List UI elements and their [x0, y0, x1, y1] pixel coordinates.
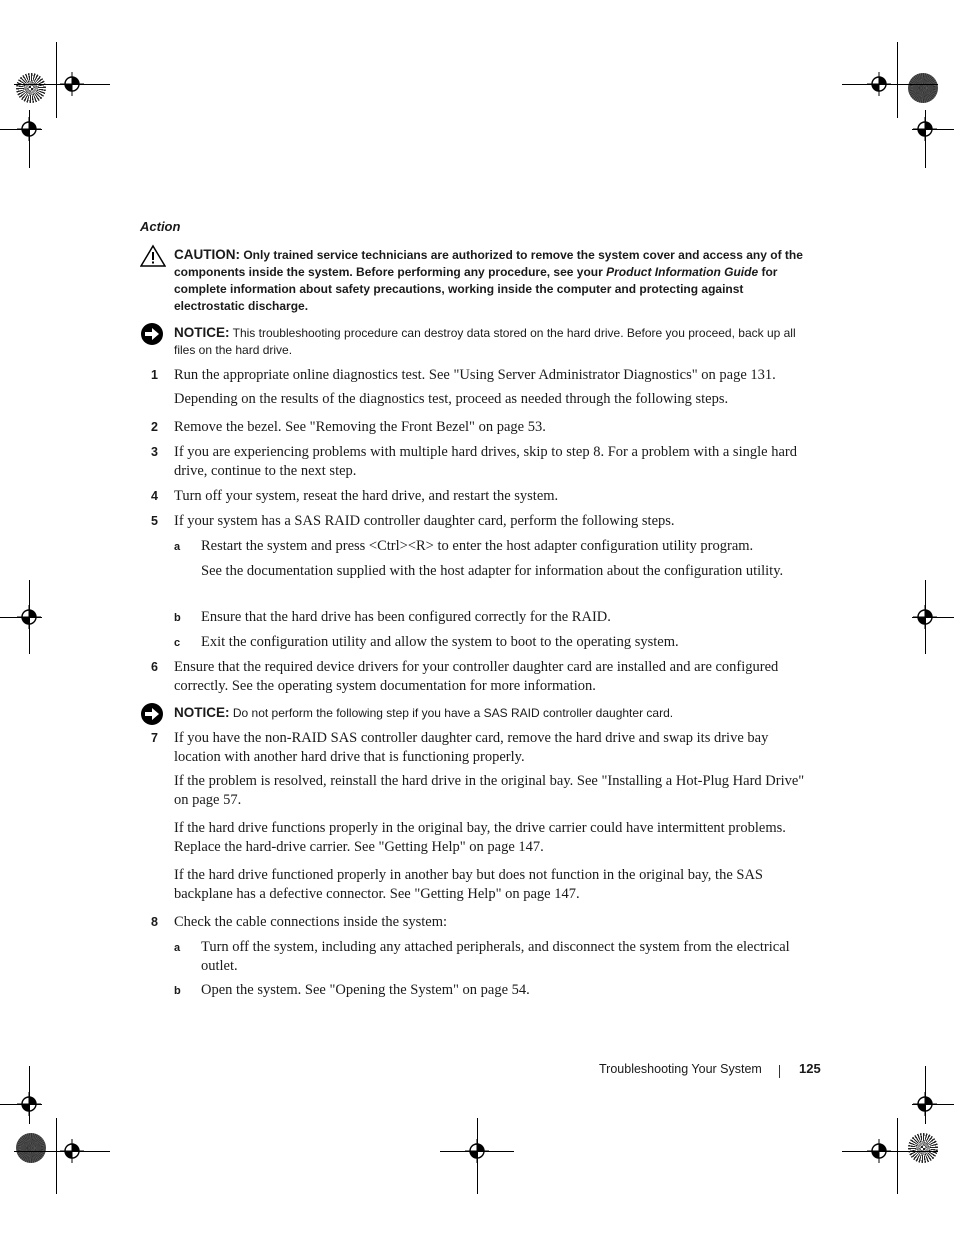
crop-mark	[897, 42, 898, 118]
crosshair-icon	[867, 1139, 891, 1163]
substep-letter: c	[174, 637, 181, 649]
step-text: If you have the non-RAID SAS controller daughter card, remove the hard drive and swap its drive bay location with another hard drive that is functioning properly.	[174, 730, 769, 765]
notice-label: NOTICE:	[174, 325, 230, 340]
step-note: If the hard drive functioned properly in another bay but does not function in the original bay, the SAS backplane has a defective connector. See "Getting Help" on page 147.	[174, 867, 763, 902]
product-info-guide-ref: Product Information Guide	[606, 265, 759, 279]
crosshair-icon	[17, 1092, 41, 1116]
step-text: Ensure that the required device drivers for your controller daughter card are installed and are configured correctly. See the operating system documentation for more information.	[174, 659, 779, 694]
section-heading: Action	[140, 219, 181, 234]
registration-sunburst-icon	[16, 73, 46, 103]
step-note: Depending on the results of the diagnostics test, proceed as needed through the following steps.	[174, 391, 729, 407]
crop-mark	[897, 1118, 898, 1194]
step-text: Turn off your system, reseat the hard drive, and restart the system.	[174, 488, 559, 504]
step-number: 6	[151, 660, 158, 674]
substep-note: See the documentation supplied with the host adapter for information about the configuration utility.	[201, 563, 784, 579]
step-text: Remove the bezel. See "Removing the Front Bezel" on page 53.	[174, 419, 546, 435]
notice-block	[174, 704, 814, 722]
substep-text: Ensure that the hard drive has been configured correctly for the RAID.	[201, 609, 611, 625]
notice-label: NOTICE:	[174, 705, 230, 720]
notice-text: Do not perform the following step if you have a SAS RAID controller daughter card.	[232, 706, 674, 720]
crosshair-icon	[60, 1139, 84, 1163]
caution-text-end: for complete information about safety precautions, working inside the computer and protecting against electrostatic discharge.	[174, 265, 778, 313]
crosshair-icon	[913, 1092, 937, 1116]
crosshair-icon	[913, 117, 937, 141]
step-number: 3	[151, 445, 158, 459]
caution-block	[174, 246, 814, 315]
step-number: 7	[151, 731, 158, 745]
caution-text: Only trained service technicians are authorized to remove the system cover and access any of the components inside the system. Before performing any procedure, see your	[174, 248, 803, 279]
warning-triangle-icon	[140, 244, 166, 268]
substep-letter: a	[174, 942, 181, 954]
crosshair-icon	[60, 72, 84, 96]
notice-text: This troubleshooting procedure can destroy data stored on the hard drive. Before you proceed, back up all files on the hard drive.	[174, 326, 796, 357]
notice-arrow-icon	[140, 322, 166, 346]
step-number: 5	[151, 514, 158, 528]
substep-letter: b	[174, 612, 181, 624]
notice-block	[174, 324, 814, 359]
substep-text: Restart the system and press <Ctrl><R> to enter the host adapter configuration utility program.	[201, 538, 754, 554]
crosshair-icon	[17, 605, 41, 629]
step-text: If your system has a SAS RAID controller daughter card, perform the following steps.	[174, 513, 675, 529]
step-text: Run the appropriate online diagnostics test. See "Using Server Administrator Diagnostics" on page 131.	[174, 367, 776, 383]
substep-text: Open the system. See "Opening the System" on page 54.	[201, 982, 530, 998]
registration-sunburst-icon	[908, 73, 938, 103]
crop-mark	[56, 1118, 57, 1194]
substep-text: Exit the configuration utility and allow the system to boot to the operating system.	[201, 634, 679, 650]
caution-label: CAUTION:	[174, 247, 240, 262]
footer-section-title: Troubleshooting Your System	[599, 1062, 762, 1076]
page-number: 125	[799, 1061, 821, 1076]
step-text: Check the cable connections inside the system:	[174, 914, 448, 930]
step-number: 4	[151, 489, 158, 503]
substep-letter: b	[174, 985, 181, 997]
step-text: If you are experiencing problems with multiple hard drives, skip to step 8. For a problem with a single hard drive, continue to the next step.	[174, 444, 797, 479]
substep-letter: a	[174, 541, 181, 553]
crosshair-icon	[867, 72, 891, 96]
crosshair-icon	[913, 605, 937, 629]
crop-mark	[56, 42, 57, 118]
substep-text: Turn off the system, including any attached peripherals, and disconnect the system from the electrical outlet.	[201, 939, 790, 974]
crosshair-icon	[17, 117, 41, 141]
step-note: If the problem is resolved, reinstall the hard drive in the original bay. See "Installing a Hot-Plug Hard Drive" on page 57.	[174, 773, 805, 808]
step-number: 2	[151, 420, 158, 434]
registration-sunburst-icon	[908, 1133, 938, 1163]
notice-arrow-icon	[140, 702, 166, 726]
registration-sunburst-icon	[16, 1133, 46, 1163]
crosshair-icon	[465, 1139, 489, 1163]
step-number: 1	[151, 368, 158, 382]
step-note: If the hard drive functions properly in the original bay, the drive carrier could have intermittent problems. Replace the hard-drive carrier. See "Getting Help" on page 147.	[174, 820, 786, 855]
step-number: 8	[151, 915, 158, 929]
footer-divider	[779, 1065, 780, 1078]
